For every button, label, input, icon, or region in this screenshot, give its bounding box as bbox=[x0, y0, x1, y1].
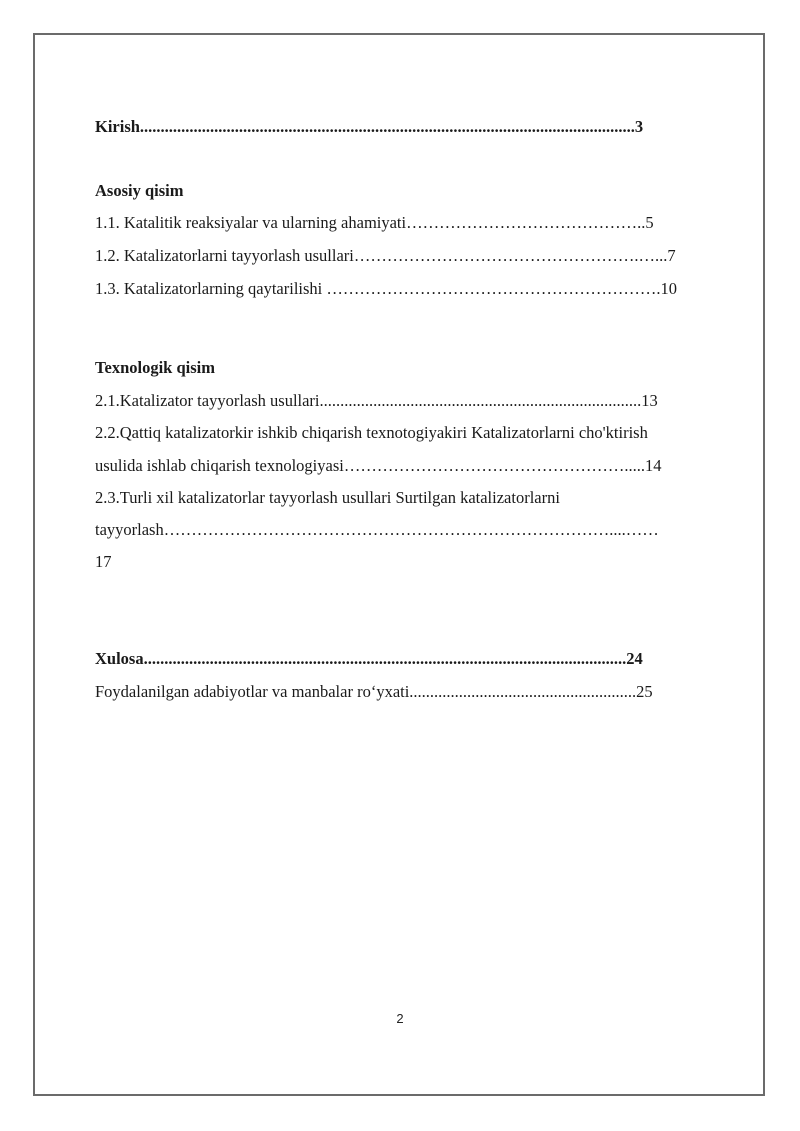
toc-item-continued: usulida ishlab chiqarish texnologiyasi…………………………………………….....14 bbox=[95, 456, 662, 475]
toc-references: Foydalanilgan adabiyotlar va manbalar ro‘yxati.......................................................25 bbox=[95, 682, 653, 701]
toc-intro: Kirish........................................................................................................................3 bbox=[95, 117, 644, 136]
toc-conclusion: Xulosa.....................................................................................................................24 bbox=[95, 649, 643, 668]
toc-item: 2.1.Katalizator tayyorlash usullari..............................................................................13 bbox=[95, 391, 658, 410]
toc-item: 1.2. Katalizatorlarni tayyorlash usullari…………………………………………….…...7 bbox=[95, 246, 676, 265]
toc-item: 1.1. Katalitik reaksiyalar va ularning ahamiyati……………………………………..5 bbox=[95, 213, 654, 232]
page-number: 2 bbox=[396, 1011, 404, 1026]
section-heading-main: Asosiy qisim bbox=[95, 181, 184, 200]
toc-item: 2.2.Qattiq katalizatorkir ishkib chiqarish texnotogiyakiri Katalizatorlarni cho'ktirish bbox=[95, 423, 648, 442]
toc-item: 1.3. Katalizatorlarning qaytarilishi …………………………………………………….10 bbox=[95, 279, 678, 298]
toc-item-page-number: 17 bbox=[95, 552, 112, 571]
toc-item-continued: tayyorlash………………………………………………………………………....…… bbox=[95, 520, 659, 539]
section-heading-tech: Texnologik qisim bbox=[95, 358, 215, 377]
toc-item: 2.3.Turli xil katalizatorlar tayyorlash usullari Surtilgan katalizatorlarni bbox=[95, 488, 560, 507]
